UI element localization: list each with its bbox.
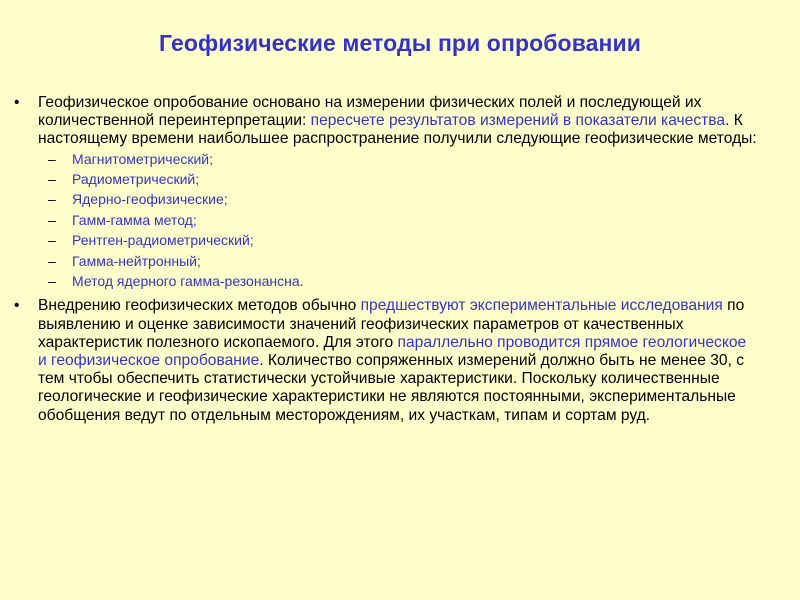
bullet-item-1 (14, 94, 758, 149)
bullet-2-text-part3: . Количество сопряженных измерений должно быть не менее 30, с тем чтобы обеспечить статистически устойчивые характеристики. Поскольку количественные геологические и геофизические характеристики не являются постоянными, экспериментальные обобщения ведут по отдельным месторождениям, их участкам, типам и сортам руд. (38, 352, 745, 424)
dash-icon: – (48, 273, 56, 290)
method-item (14, 149, 758, 169)
method-label: Радиометрический; (72, 171, 200, 188)
method-item (14, 230, 758, 250)
bullet-2-text (38, 297, 746, 423)
method-item (14, 251, 758, 271)
dash-icon: – (48, 232, 56, 249)
bullet-2-text-part1: Внедрению геофизических методов обычно (38, 297, 361, 315)
dash-icon: – (48, 211, 56, 228)
slide-title: Геофизические методы при опробовании (158, 30, 642, 56)
bullet-2-highlight-2: параллельно проводится прямое геологическое и геофизическое опробование (38, 333, 747, 370)
method-label: Гамма-нейтронный; (72, 252, 201, 269)
bullet-1-text-part1: Геофизическое опробование основано на измерении физических полей и последующей их количественной переинтерпретации: (38, 94, 702, 130)
method-item (14, 210, 758, 230)
methods-list (14, 149, 758, 292)
method-label: Ядерно-геофизические; (72, 191, 228, 208)
dash-icon: – (48, 191, 56, 208)
bullet-item-2 (14, 297, 758, 424)
method-item (14, 169, 758, 189)
bullet-1-text (38, 94, 757, 147)
method-item (14, 189, 758, 209)
method-label: Рентген-радиометрический; (72, 232, 254, 249)
method-label: Метод ядерного гамма-резонансна. (72, 273, 304, 290)
slide-content (14, 94, 758, 425)
method-label: Магнитометрический; (72, 150, 214, 167)
bullet-1-highlight: пересчете результатов измерений в показатели качества (310, 112, 726, 130)
dash-icon: – (48, 252, 56, 269)
bullet-icon: • (14, 94, 20, 111)
bullet-icon: • (14, 297, 20, 315)
bullet-2-highlight-1: предшествуют экспериментальные исследования (360, 297, 723, 315)
bullet-2-text-part2: по выявлению и оценке зависимости значений геофизических параметров от качественных характеристик полезного ископаемого. Для этого (38, 297, 745, 351)
method-label: Гамм-гамма метод; (72, 211, 197, 228)
dash-icon: – (48, 150, 56, 167)
bullet-1-text-part2: . К настоящему времени наибольшее распространение получили следующие геофизические методы: (38, 112, 757, 148)
dash-icon: – (48, 171, 56, 188)
method-item (14, 271, 758, 291)
